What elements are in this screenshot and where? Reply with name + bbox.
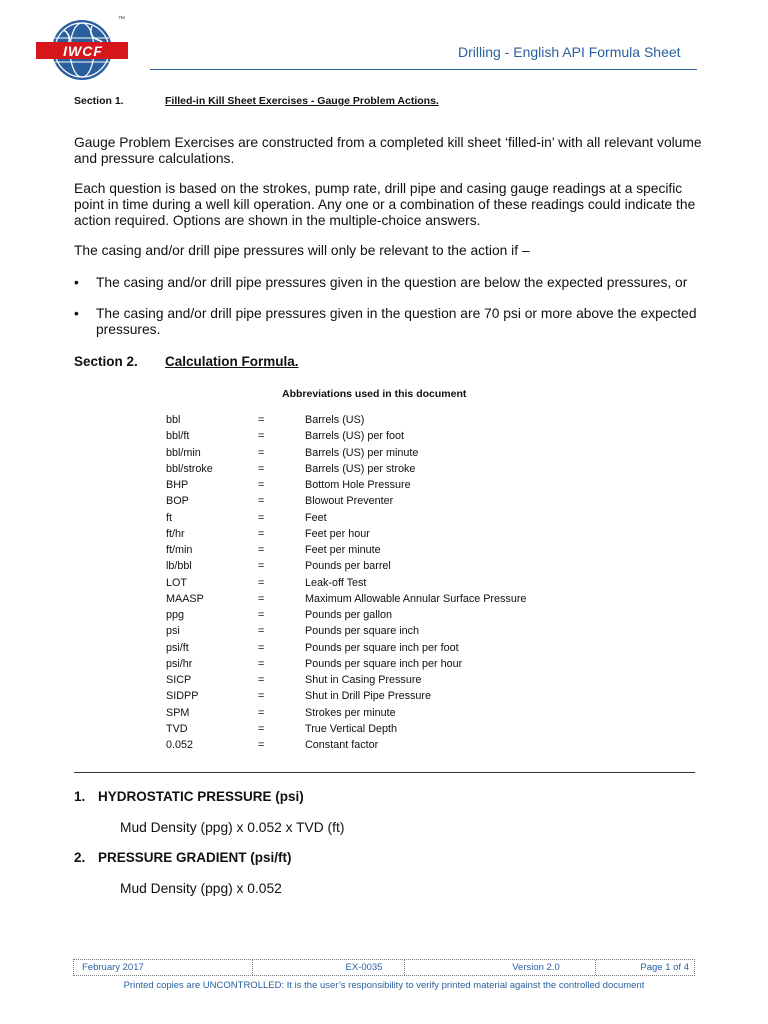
abbreviation-row — [166, 528, 586, 544]
abbreviation-term: ft/hr — [166, 527, 185, 540]
abbreviation-equals: = — [258, 527, 265, 540]
abbreviation-equals: = — [258, 560, 265, 573]
footer-date: February 2017 — [82, 962, 144, 973]
abbreviation-equals: = — [258, 641, 265, 654]
abbreviation-equals: = — [258, 592, 265, 605]
logo-text: IWCF — [63, 43, 103, 59]
abbreviations-heading: Abbreviations used in this document — [282, 388, 467, 400]
abbreviation-row — [166, 560, 586, 576]
abbreviation-meaning: True Vertical Depth — [305, 722, 398, 735]
document-title: Drilling - English API Formula Sheet — [458, 44, 681, 60]
abbreviation-equals: = — [258, 609, 265, 621]
paragraph: Each question is based on the strokes, pump rate, drill pipe and casing gauge readings at a specific point in time during a well kill operation. Any one or a combination of these readings could indicate the action required. Options are shown in the multiple-choice answers. — [74, 181, 696, 228]
abbreviation-term: bbl/min — [166, 446, 201, 459]
abbreviation-meaning: Shut in Casing Pressure — [305, 674, 422, 686]
abbreviation-equals: = — [258, 544, 265, 556]
bullet-icon: • — [74, 275, 79, 290]
formula-expression: Mud Density (ppg) x 0.052 — [120, 881, 282, 896]
abbreviation-meaning: Pounds per barrel — [305, 560, 391, 573]
abbreviation-row — [166, 463, 586, 479]
abbreviation-row — [166, 577, 586, 593]
abbreviation-row — [166, 707, 586, 723]
abbreviation-equals: = — [258, 430, 265, 443]
footer-notice: Printed copies are UNCONTROLLED: It is the user’s responsibility to verify printed material against the controlled document — [123, 980, 645, 991]
abbreviation-meaning: Strokes per minute — [305, 706, 396, 719]
abbreviation-term: BHP — [166, 479, 189, 491]
abbreviation-equals: = — [258, 479, 265, 491]
formula-title: HYDROSTATIC PRESSURE (psi) — [98, 789, 304, 804]
formula-expression: Mud Density (ppg) x 0.052 x TVD (ft) — [120, 820, 345, 835]
abbreviation-equals: = — [258, 511, 265, 524]
section-divider — [74, 772, 695, 773]
bullet-icon: • — [74, 306, 79, 321]
abbreviation-term: TVD — [166, 722, 188, 735]
abbreviation-row — [166, 495, 586, 511]
abbreviation-term: ppg — [166, 609, 185, 621]
abbreviation-term: LOT — [166, 576, 187, 589]
footer-doc-id: EX-0035 — [345, 962, 383, 973]
abbreviation-meaning: Pounds per square inch per hour — [305, 657, 463, 670]
abbreviation-term: lb/bbl — [166, 560, 192, 573]
abbreviation-equals: = — [258, 414, 265, 426]
abbreviation-row — [166, 625, 586, 641]
abbreviation-meaning: Barrels (US) per minute — [305, 446, 419, 459]
abbreviation-equals: = — [258, 495, 265, 508]
abbreviation-equals: = — [258, 462, 265, 475]
abbreviation-meaning: Feet per minute — [305, 544, 381, 556]
abbreviation-equals: = — [258, 739, 265, 751]
abbreviation-row — [166, 674, 586, 690]
abbreviation-meaning: Maximum Allowable Annular Surface Pressure — [305, 592, 527, 605]
abbreviation-row — [166, 544, 586, 560]
abbreviation-meaning: Shut in Drill Pipe Pressure — [305, 690, 432, 703]
abbreviation-meaning: Feet per hour — [305, 527, 370, 540]
abbreviation-meaning: Pounds per square inch — [305, 625, 420, 638]
abbreviation-meaning: Feet — [305, 511, 327, 524]
abbreviation-equals: = — [258, 706, 265, 719]
footer-page: Page 1 of 4 — [640, 962, 689, 973]
formula-title: PRESSURE GRADIENT (psi/ft) — [98, 850, 292, 865]
abbreviation-meaning: Bottom Hole Pressure — [305, 479, 411, 491]
abbreviation-row — [166, 642, 586, 658]
abbreviation-meaning: Blowout Preventer — [305, 495, 394, 508]
section1-title: Filled-in Kill Sheet Exercises - Gauge Problem Actions. — [165, 95, 439, 107]
footer-table — [73, 959, 695, 976]
abbreviation-row — [166, 609, 586, 625]
abbreviation-term: bbl/ft — [166, 430, 190, 443]
abbreviation-row — [166, 690, 586, 706]
bullet-text: The casing and/or drill pipe pressures given in the question are below the expected pressures, or — [96, 275, 688, 290]
abbreviation-equals: = — [258, 446, 265, 459]
formula-number: 1. — [74, 789, 86, 804]
abbreviation-term: BOP — [166, 495, 189, 508]
abbreviation-row — [166, 479, 586, 495]
abbreviation-row — [166, 739, 586, 755]
abbreviation-row — [166, 447, 586, 463]
abbreviation-equals: = — [258, 625, 265, 638]
abbreviation-meaning: Barrels (US) — [305, 414, 365, 426]
abbreviation-term: SICP — [166, 674, 192, 686]
abbreviation-term: bbl/stroke — [166, 462, 213, 475]
section2-number: Section 2. — [74, 354, 138, 369]
abbreviation-term: SPM — [166, 706, 190, 719]
abbreviation-equals: = — [258, 690, 265, 703]
abbreviation-term: ft — [166, 511, 172, 524]
abbreviation-term: MAASP — [166, 592, 204, 605]
section2-title: Calculation Formula. — [165, 354, 299, 369]
abbreviation-row — [166, 512, 586, 528]
abbreviation-equals: = — [258, 674, 265, 686]
abbreviation-equals: = — [258, 722, 265, 735]
abbreviation-equals: = — [258, 576, 265, 589]
footer-version: Version 2.0 — [512, 962, 560, 973]
abbreviation-row — [166, 593, 586, 609]
abbreviation-row — [166, 723, 586, 739]
header-divider — [150, 69, 697, 70]
abbreviation-meaning: Leak-off Test — [305, 576, 367, 589]
abbreviation-meaning: Pounds per gallon — [305, 609, 393, 621]
paragraph: Gauge Problem Exercises are constructed from a completed kill sheet ‘filled-in’ with all relevant volume and pressure calculations. — [74, 135, 702, 166]
section1-number: Section 1. — [74, 95, 124, 107]
abbreviation-term: psi/hr — [166, 657, 193, 670]
abbreviation-meaning: Barrels (US) per stroke — [305, 462, 416, 475]
iwcf-logo — [34, 16, 138, 84]
abbreviation-term: bbl — [166, 414, 181, 426]
abbreviation-meaning: Constant factor — [305, 739, 379, 751]
paragraph: The casing and/or drill pipe pressures will only be relevant to the action if – — [74, 243, 530, 258]
formula-number: 2. — [74, 850, 86, 865]
trademark-mark: ™ — [118, 16, 125, 23]
bullet-text: The casing and/or drill pipe pressures given in the question are 70 psi or more above the expected pressures. — [96, 306, 697, 337]
abbreviation-term: psi — [166, 625, 180, 638]
abbreviations-table — [166, 414, 586, 755]
abbreviation-row — [166, 658, 586, 674]
abbreviation-term: SIDPP — [166, 690, 199, 703]
abbreviation-row — [166, 430, 586, 446]
abbreviation-term: 0.052 — [166, 739, 194, 751]
abbreviation-row — [166, 414, 586, 430]
abbreviation-equals: = — [258, 657, 265, 670]
abbreviation-meaning: Pounds per square inch per foot — [305, 641, 459, 654]
abbreviation-term: psi/ft — [166, 641, 189, 654]
abbreviation-term: ft/min — [166, 544, 193, 556]
abbreviation-meaning: Barrels (US) per foot — [305, 430, 405, 443]
